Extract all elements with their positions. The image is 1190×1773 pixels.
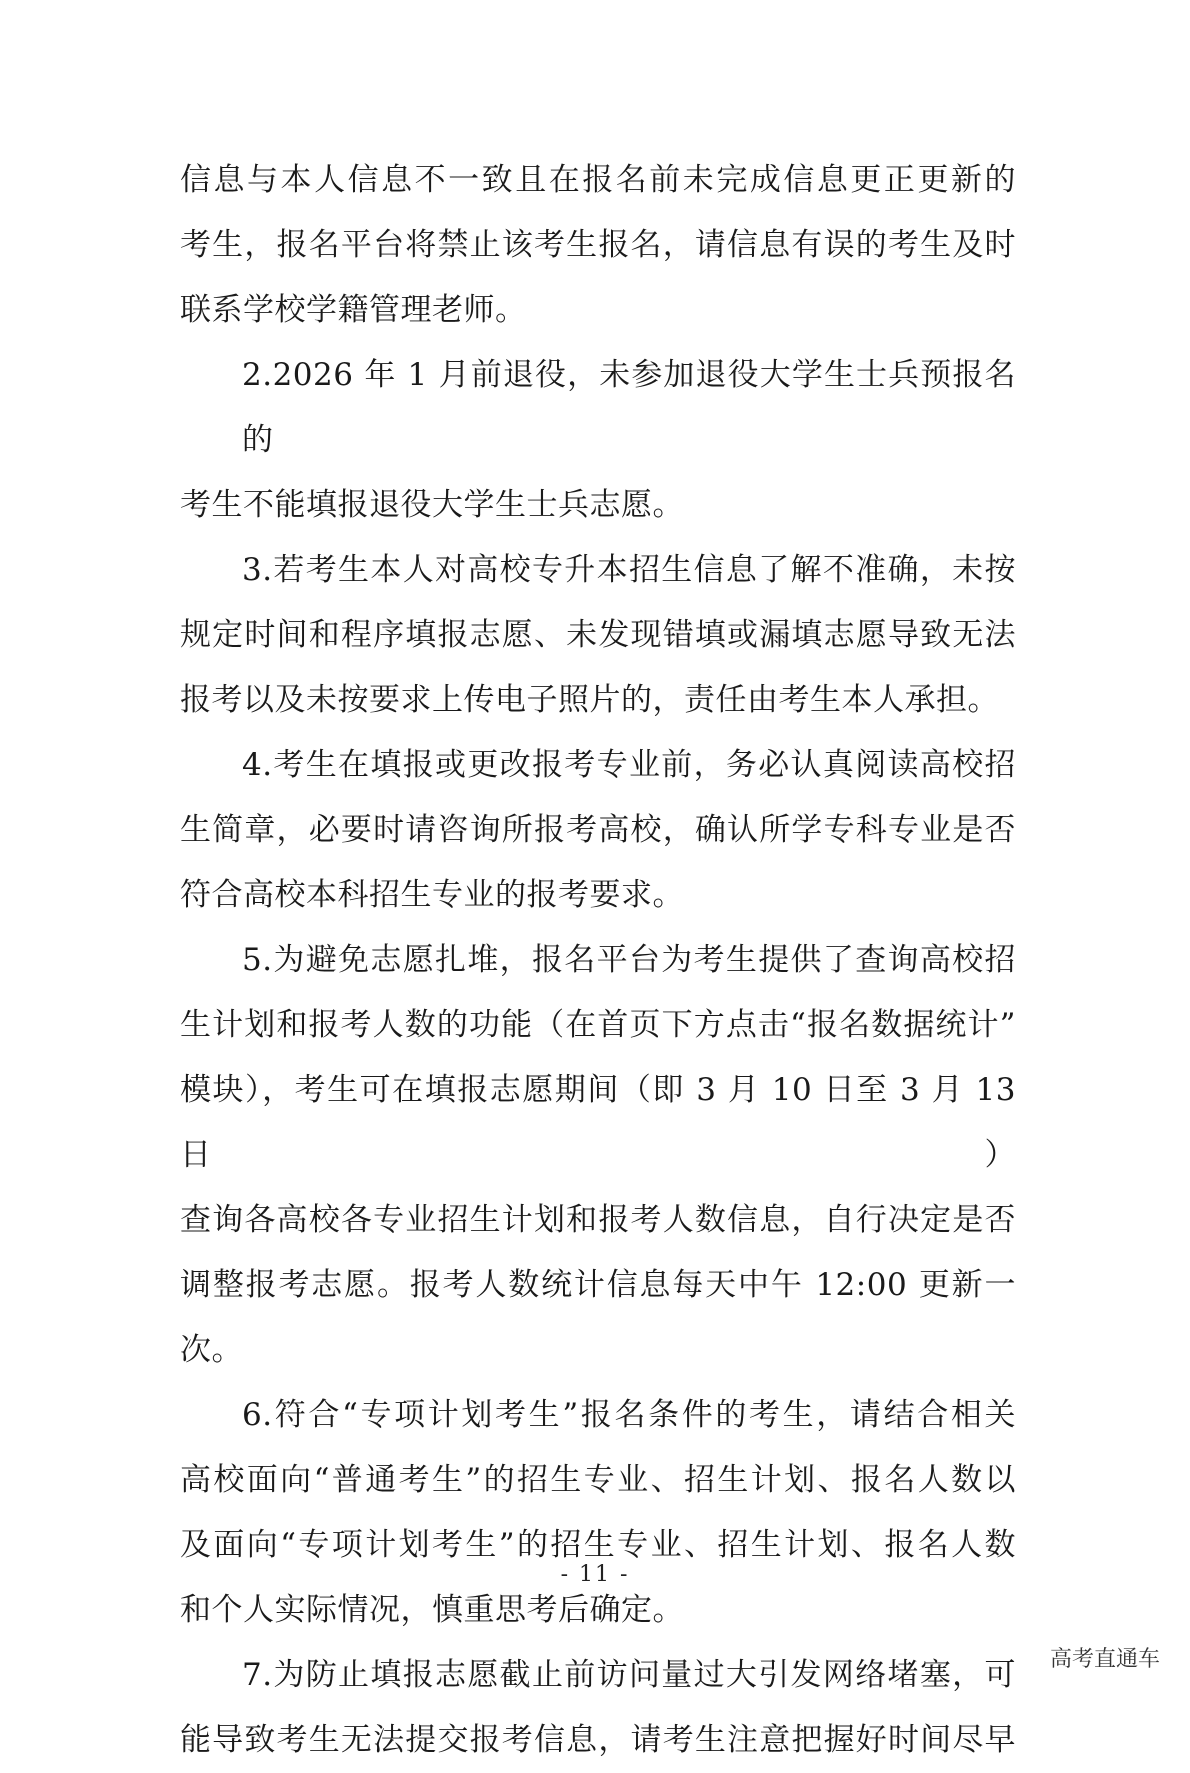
text-line: 调整报考志愿。报考人数统计信息每天中午 12:00 更新一次。 [180, 1267, 1016, 1368]
body-text [180, 148, 1016, 1773]
paragraph [180, 343, 1016, 538]
paragraph [180, 148, 1016, 343]
text-line: 生计划和报考人数的功能（在首页下方点击“报名数据统计” [180, 1007, 1016, 1043]
text-line: 5.为避免志愿扎堆，报名平台为考生提供了查询高校招 [242, 942, 1016, 978]
paragraph [180, 928, 1016, 1383]
text-line: 2.2026 年 1 月前退役，未参加退役大学生士兵预报名的 [242, 357, 1016, 458]
text-line: 高校面向“普通考生”的招生专业、招生计划、报名人数以 [180, 1462, 1016, 1498]
watermark: 高考直通车 [1049, 1647, 1160, 1672]
text-line: 和个人实际情况，慎重思考后确定。 [180, 1592, 684, 1628]
page-number: - 11 - [560, 1562, 630, 1587]
text-line: 考生不能填报退役大学生士兵志愿。 [180, 487, 684, 523]
text-line: 生简章，必要时请咨询所报考高校，确认所学专科专业是否 [180, 812, 1016, 848]
text-line: 考生，报名平台将禁止该考生报名，请信息有误的考生及时 [180, 227, 1016, 263]
paragraph [180, 538, 1016, 733]
text-line: 6.符合“专项计划考生”报名条件的考生，请结合相关 [242, 1397, 1016, 1433]
text-line: 符合高校本科招生专业的报考要求。 [180, 877, 684, 913]
text-line: 规定时间和程序填报志愿、未发现错填或漏填志愿导致无法 [180, 617, 1016, 653]
text-line: 能导致考生无法提交报考信息，请考生注意把握好时间尽早 [180, 1722, 1016, 1758]
text-line: 信息与本人信息不一致且在报名前未完成信息更正更新的 [180, 162, 1016, 198]
text-line: 报考以及未按要求上传电子照片的，责任由考生本人承担。 [180, 682, 999, 718]
text-line: 7.为防止填报志愿截止前访问量过大引发网络堵塞，可 [242, 1657, 1016, 1693]
text-line: 3.若考生本人对高校专升本招生信息了解不准确，未按 [242, 552, 1016, 588]
text-line: 查询各高校各专业招生计划和报考人数信息，自行决定是否 [180, 1202, 1016, 1238]
text-line: 联系学校学籍管理老师。 [180, 292, 527, 328]
paragraph [180, 1643, 1016, 1773]
paragraph [180, 733, 1016, 928]
text-line: 4.考生在填报或更改报考专业前，务必认真阅读高校招 [242, 747, 1016, 783]
text-line: 模块），考生可在填报志愿期间（即 3 月 10 日至 3 月 13 日） [180, 1072, 1016, 1173]
text-line: 及面向“专项计划考生”的招生专业、招生计划、报名人数 [180, 1527, 1016, 1563]
paragraph [180, 1383, 1016, 1643]
